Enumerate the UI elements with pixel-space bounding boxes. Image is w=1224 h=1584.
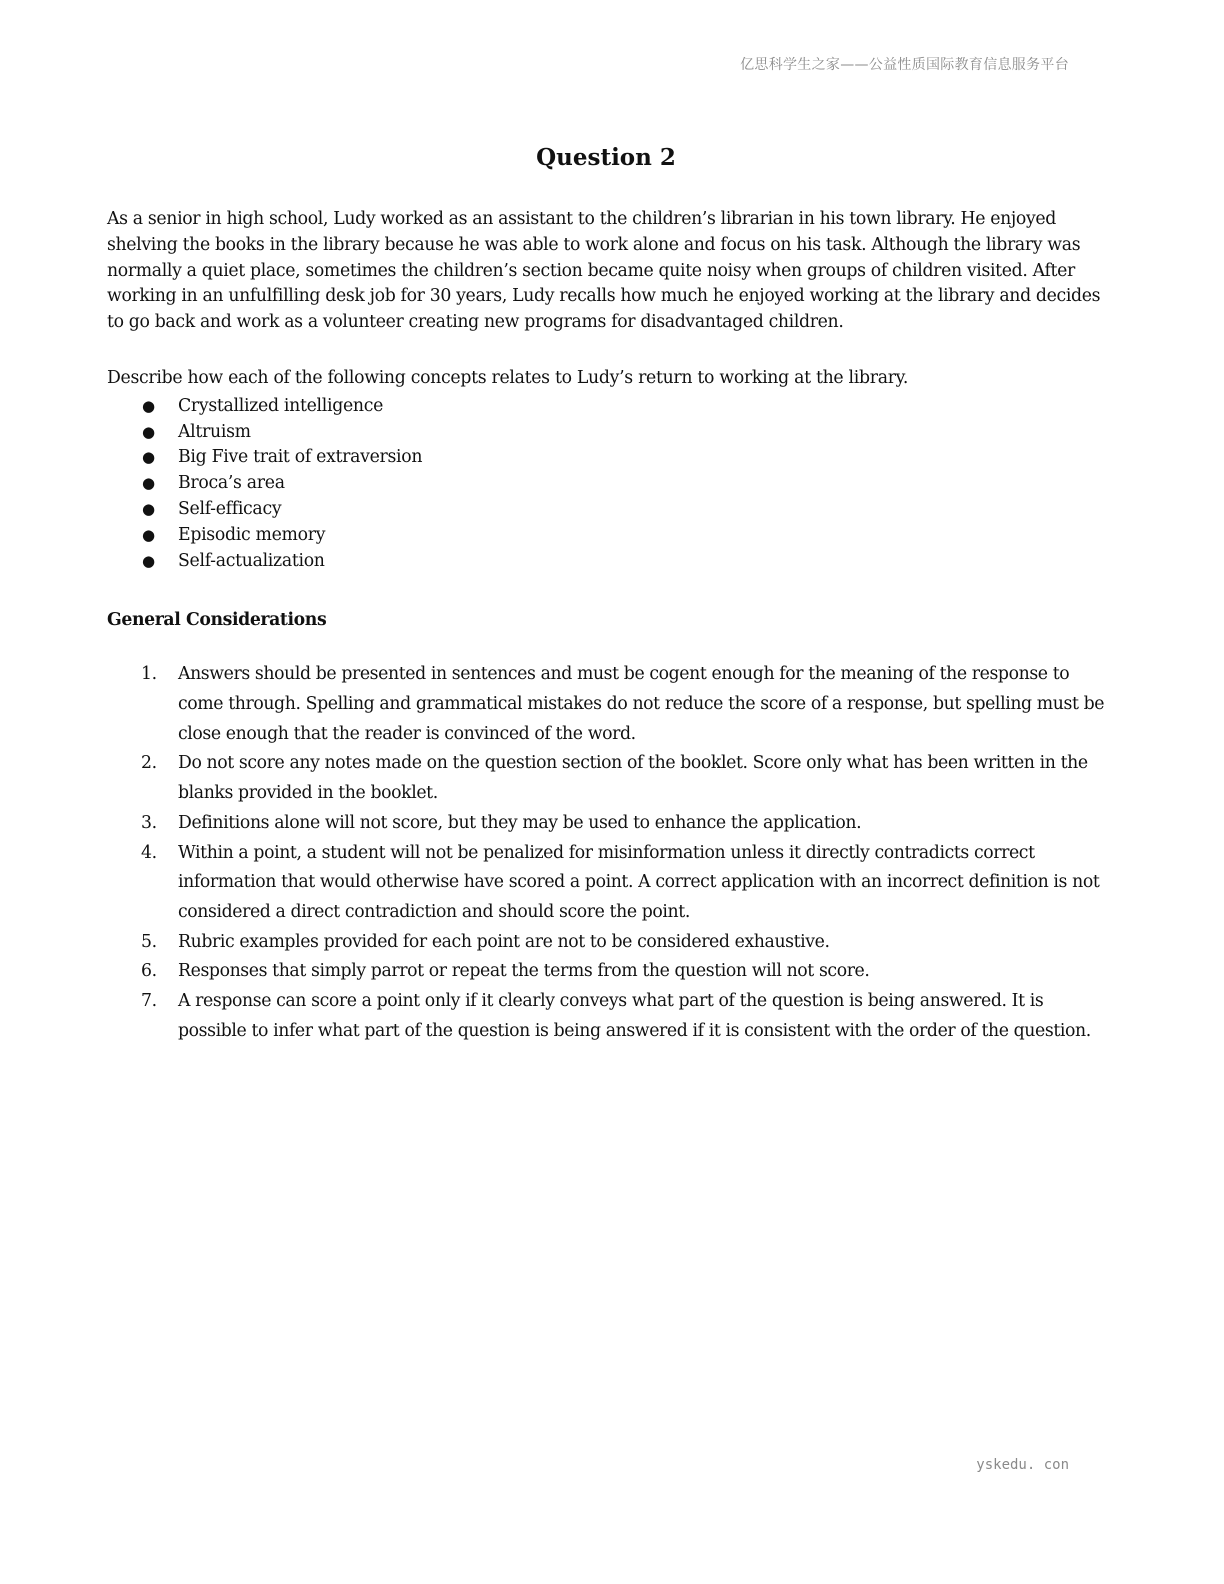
general-considerations-heading: General Considerations bbox=[107, 610, 327, 631]
consideration-item bbox=[107, 749, 1107, 808]
consideration-text: Rubric examples provided for each point are not to be considered exhaustive. bbox=[178, 931, 830, 952]
item-number: 4. bbox=[141, 842, 157, 863]
item-number: 3. bbox=[141, 812, 157, 833]
page-header: 亿思科学生之家——公益性质国际教育信息服务平台 bbox=[740, 57, 1069, 73]
consideration-item bbox=[107, 839, 1107, 928]
concept-label: Crystallized intelligence bbox=[178, 395, 384, 416]
item-number: 7. bbox=[141, 991, 157, 1012]
consideration-item bbox=[107, 957, 1107, 987]
bullet-icon: ● bbox=[142, 525, 155, 544]
page-title: Question 2 bbox=[536, 144, 676, 171]
consideration-text: A response can score a point only if it clearly conveys what part of the question is being answered. It is possible to infer what part of the question is being answered if it is consistent with the order of the question. bbox=[178, 991, 1091, 1041]
concept-item bbox=[107, 549, 1107, 575]
concept-item bbox=[107, 471, 1107, 497]
concept-item bbox=[107, 394, 1107, 420]
concept-label: Altruism bbox=[178, 421, 251, 442]
concept-list bbox=[107, 394, 1107, 575]
concept-label: Big Five trait of extraversion bbox=[178, 447, 423, 468]
consideration-text: Do not score any notes made on the question section of the booklet. Score only what has been written in the blanks provided in the booklet. bbox=[178, 753, 1088, 804]
consideration-item bbox=[107, 809, 1107, 839]
item-number: 5. bbox=[141, 931, 157, 952]
question-prompt: As a senior in high school, Ludy worked as an assistant to the children’s librarian in his town library. He enjoyed shelving the books in the library because he was able to work alone and focus on his task. Although the library was normally a quiet place, sometimes the children’s section became quite noisy when groups of children visited. After working in an unfulfilling desk job for 30 years, Ludy recalls how much he enjoyed working at the library and decides to go back and work as a volunteer creating new programs for disadvantaged children. bbox=[107, 209, 1101, 333]
consideration-item bbox=[107, 660, 1107, 749]
concept-label: Broca’s area bbox=[178, 473, 285, 494]
concept-item bbox=[107, 420, 1107, 446]
bullet-icon: ● bbox=[142, 474, 155, 493]
document-body bbox=[107, 207, 1107, 1047]
question-instruction: Describe how each of the following concepts relates to Ludy’s return to working at the library. bbox=[107, 367, 909, 388]
consideration-text: Definitions alone will not score, but they may be used to enhance the application. bbox=[178, 812, 862, 833]
item-number: 1. bbox=[141, 664, 157, 685]
bullet-icon: ● bbox=[142, 396, 155, 415]
general-considerations-list bbox=[107, 660, 1107, 1046]
concept-item bbox=[107, 497, 1107, 523]
bullet-icon: ● bbox=[142, 499, 155, 518]
item-number: 2. bbox=[141, 753, 157, 774]
consideration-item bbox=[107, 928, 1107, 958]
concept-label: Self-actualization bbox=[178, 550, 325, 571]
concept-item bbox=[107, 445, 1107, 471]
consideration-text: Within a point, a student will not be penalized for misinformation unless it directly contradicts correct information that would otherwise have scored a point. A correct application with an incorrect definition is not considered a direct contradiction and should score the point. bbox=[178, 842, 1100, 922]
page-footer: yskedu. con bbox=[976, 1457, 1069, 1473]
bullet-icon: ● bbox=[142, 551, 155, 570]
bullet-icon: ● bbox=[142, 448, 155, 467]
bullet-icon: ● bbox=[142, 422, 155, 441]
concept-item bbox=[107, 523, 1107, 549]
concept-label: Episodic memory bbox=[178, 524, 326, 545]
consideration-text: Responses that simply parrot or repeat the terms from the question will not score. bbox=[178, 961, 870, 982]
item-number: 6. bbox=[141, 961, 157, 982]
consideration-text: Answers should be presented in sentences and must be cogent enough for the meaning of the response to come through. Spelling and grammatical mistakes do not reduce the score of a response, but spelling must be close enough that the reader is convinced of the word. bbox=[178, 664, 1105, 744]
consideration-item bbox=[107, 987, 1107, 1046]
concept-label: Self-efficacy bbox=[178, 498, 282, 519]
